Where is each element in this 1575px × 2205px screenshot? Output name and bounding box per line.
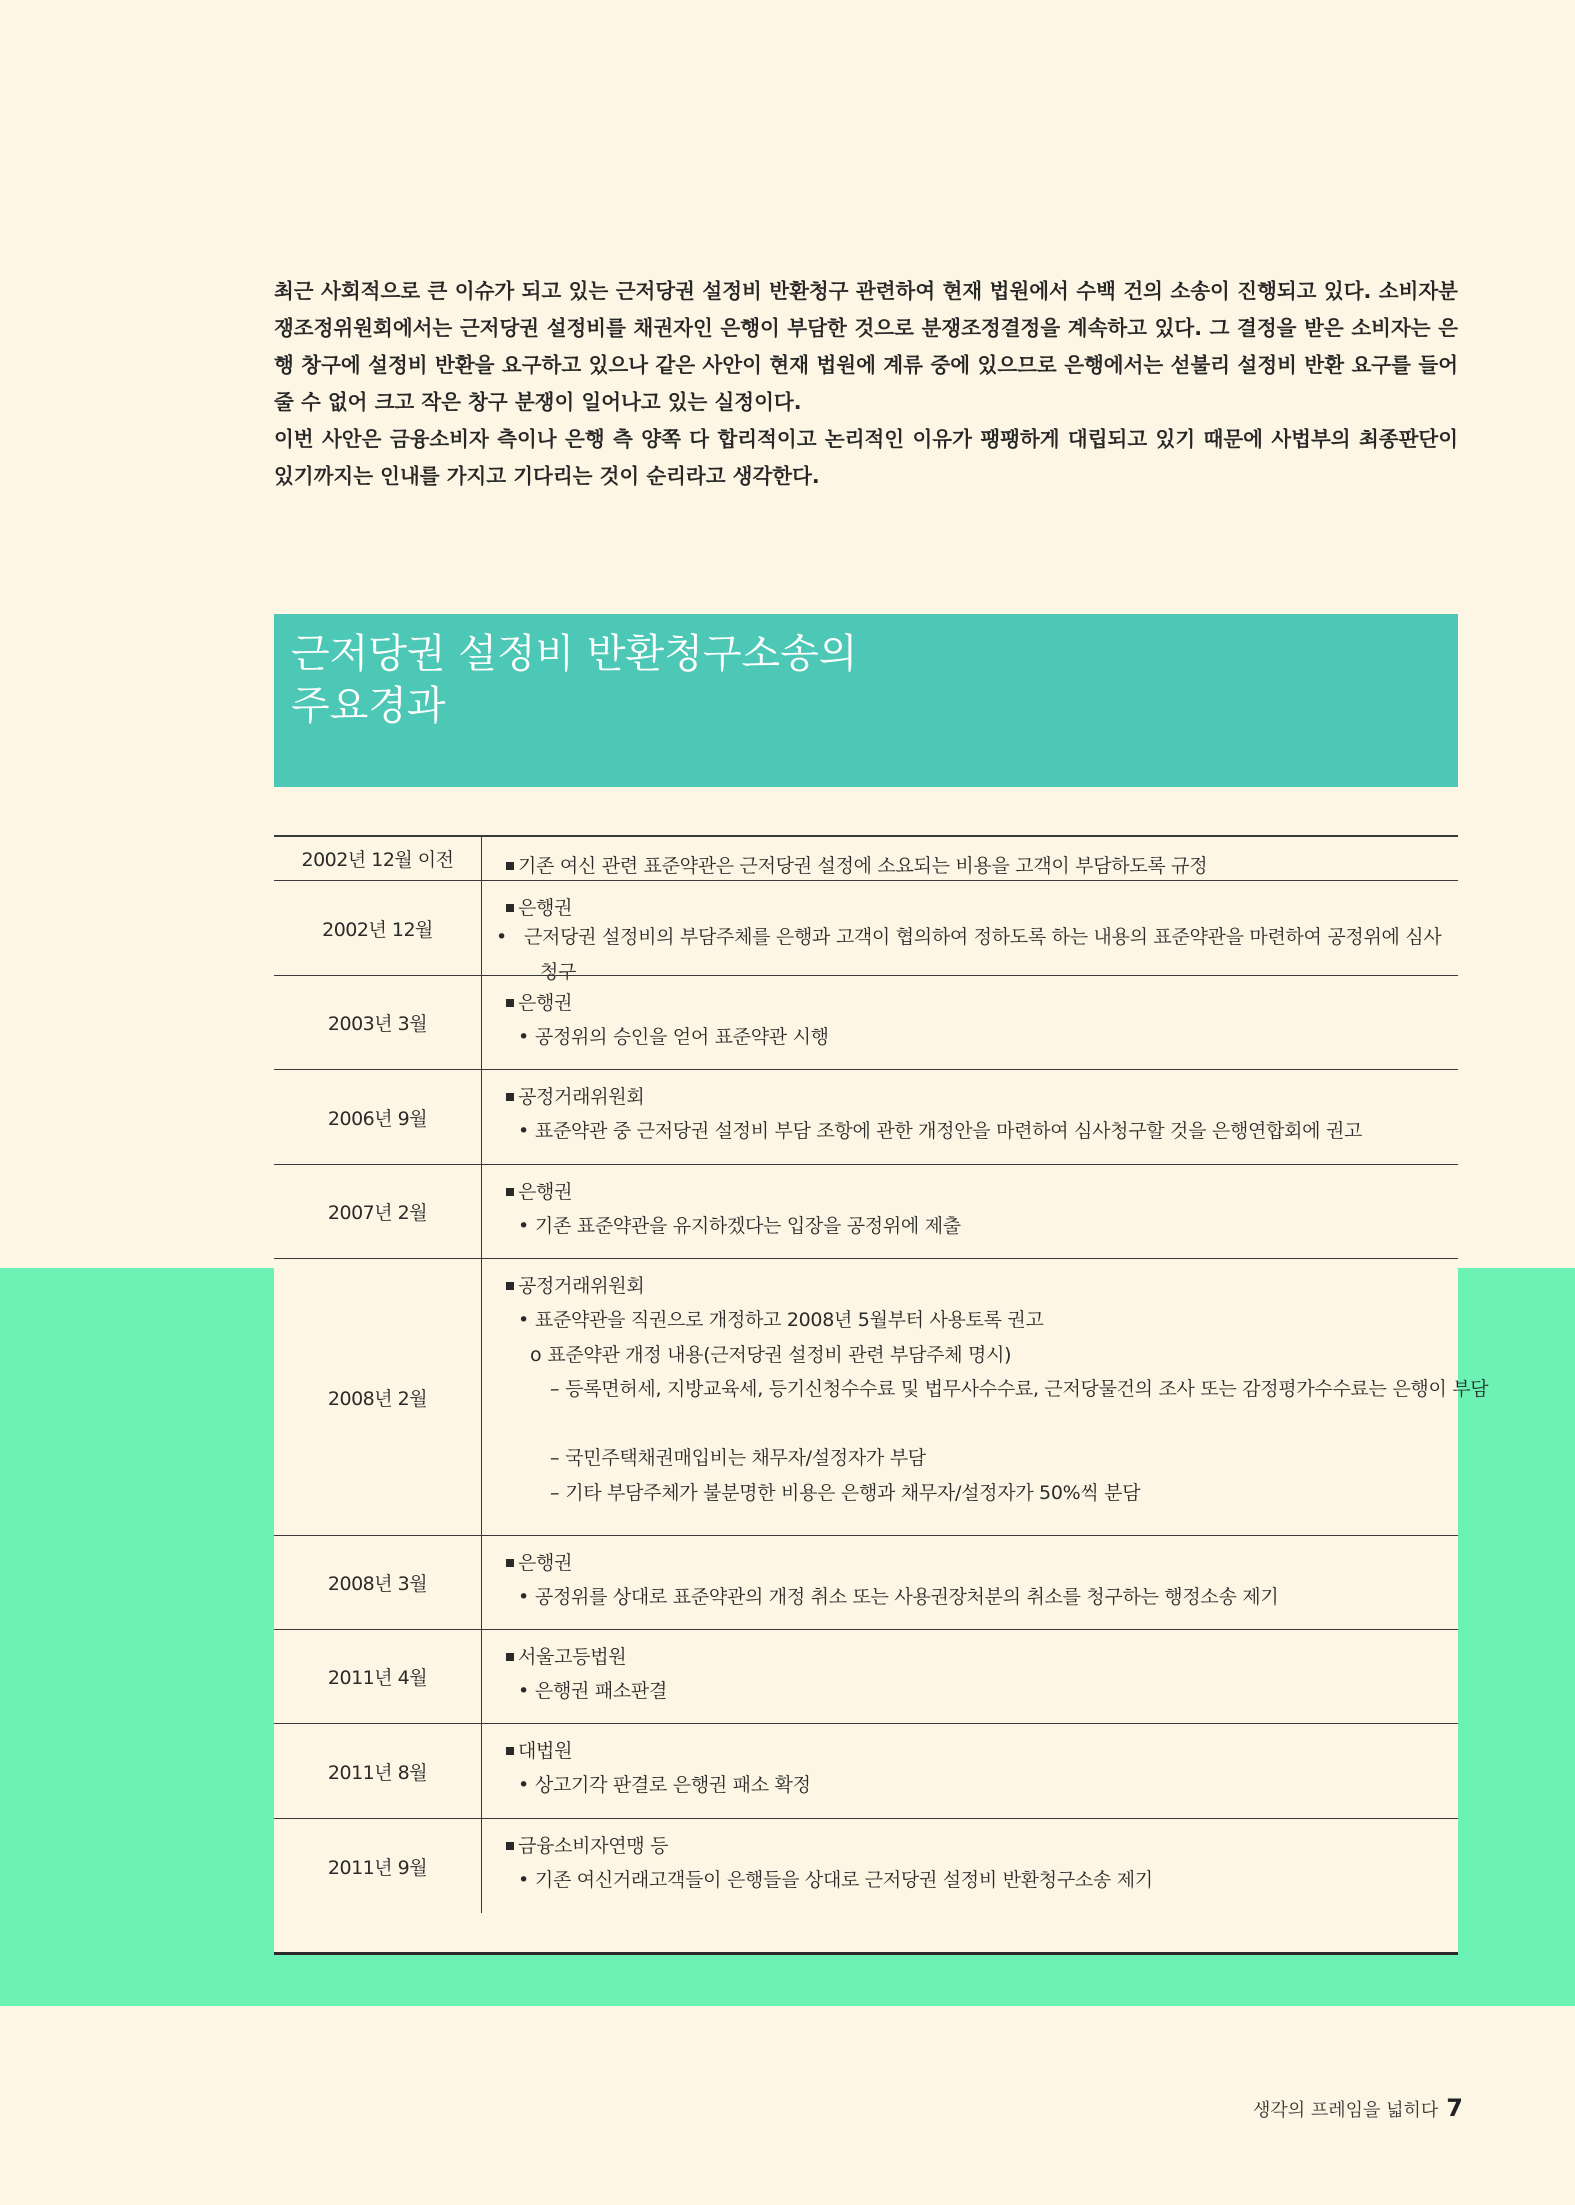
square-bullet-icon — [506, 1282, 514, 1290]
dot-bullet-icon: • — [518, 1586, 529, 1608]
timeline-item-text: 기존 여신거래고객들이 은행들을 상대로 근저당권 설정비 반환청구소송 제기 — [534, 1869, 1153, 1891]
square-bullet-icon — [506, 1559, 514, 1567]
timeline-item-text: 공정거래위원회 — [518, 1086, 645, 1108]
timeline-item — [518, 1211, 961, 1238]
section-title — [291, 628, 857, 732]
timeline-row — [274, 880, 1458, 983]
timeline-item — [550, 1374, 1488, 1401]
timeline-item — [506, 1736, 572, 1763]
page-number: 7 — [1446, 2094, 1463, 2122]
square-bullet-icon — [506, 999, 514, 1007]
timeline-item — [518, 1022, 829, 1049]
timeline-item-text: 표준약관 개정 내용(근저당권 설정비 관련 부담주체 명시) — [547, 1344, 1012, 1366]
timeline-row — [274, 1535, 1458, 1629]
timeline-item — [506, 1642, 626, 1669]
section-title-line-1: 근저당권 설정비 반환청구소송의 — [291, 631, 858, 677]
timeline-date: 2008년 2월 — [274, 1259, 482, 1535]
timeline-content — [506, 1724, 1446, 1819]
timeline-item-text: 근저당권 설정비의 부담주체를 은행과 고객이 협의하여 정하도록 하는 내용의 표준약관을 마련하여 공정위에 심사청구 — [524, 926, 1442, 983]
timeline-item — [506, 1831, 668, 1858]
timeline-content — [506, 976, 1446, 1070]
timeline-item-text: 은행권 패소판결 — [534, 1680, 668, 1702]
timeline-item-text: 표준약관을 직권으로 개정하고 2008년 5월부터 사용토록 권고 — [534, 1309, 1044, 1331]
timeline-item — [506, 1177, 572, 1204]
timeline-row — [274, 837, 1458, 880]
timeline-item — [550, 1478, 1140, 1505]
timeline-item: • 근저당권 설정비의 부담주체를 은행과 고객이 협의하여 정하도록 하는 내용의 표준약관을 마련하여 공정위에 심사청구 — [496, 926, 1442, 983]
timeline-content — [506, 1165, 1446, 1259]
page-footer — [1253, 2094, 1463, 2122]
square-bullet-icon — [506, 1842, 514, 1850]
timeline-item-text: 공정거래위원회 — [518, 1275, 645, 1297]
dot-bullet-icon: • — [518, 1680, 529, 1702]
timeline-row — [274, 1164, 1458, 1258]
timeline-item-text: 은행권 — [518, 897, 573, 919]
dot-bullet-icon: • — [518, 1120, 529, 1142]
timeline-date: 2011년 9월 — [274, 1819, 482, 1913]
timeline-table — [274, 835, 1489, 1955]
timeline-item-text: 기존 표준약관을 유지하겠다는 입장을 공정위에 제출 — [534, 1215, 961, 1237]
timeline-date: 2002년 12월 이전 — [274, 837, 482, 880]
timeline-date: 2011년 4월 — [274, 1630, 482, 1723]
square-bullet-icon — [506, 1747, 514, 1755]
timeline-row — [274, 1069, 1458, 1164]
timeline-item-text: 서울고등법원 — [518, 1646, 627, 1668]
timeline-item-text: 표준약관 중 근저당권 설정비 부담 조항에 관한 개정안을 마련하여 심사청구할 것을 은행연합회에 권고 — [534, 1120, 1363, 1142]
timeline-date: 2008년 3월 — [274, 1536, 482, 1629]
timeline-date: 2003년 3월 — [274, 976, 482, 1069]
intro-paragraph-2: 이번 사안은 금융소비자 측이나 은행 측 양쪽 다 합리적이고 논리적인 이유가 팽팽하게 대립되고 있기 때문에 사법부의 최종판단이 있기까지는 인내를 가지고 기다리는 것이 순리라고 생각한다. — [274, 427, 1458, 488]
timeline-item-text: 공정위의 승인을 얻어 표준약관 시행 — [534, 1026, 829, 1048]
circle-bullet-icon: o — [530, 1344, 542, 1366]
timeline-content — [506, 1259, 1489, 1536]
timeline-item-text: 은행권 — [518, 992, 573, 1014]
timeline-item-text: 상고기각 판결로 은행권 패소 확정 — [534, 1774, 811, 1796]
section-title-box — [274, 614, 1458, 787]
timeline-content — [506, 1536, 1446, 1630]
timeline-item-text: 기타 부담주체가 불분명한 비용은 은행과 채무자/설정자가 50%씩 분담 — [565, 1482, 1141, 1504]
timeline-item-text: 은행권 — [518, 1181, 573, 1203]
timeline-item-text: 은행권 — [518, 1552, 573, 1574]
timeline-item — [518, 1865, 1153, 1892]
timeline-item-text: 금융소비자연맹 등 — [518, 1835, 669, 1857]
square-bullet-icon — [506, 1653, 514, 1661]
timeline-content — [496, 881, 1446, 983]
timeline-item — [506, 1548, 572, 1575]
timeline-item — [506, 988, 572, 1015]
timeline-row — [274, 975, 1458, 1069]
dot-bullet-icon: • — [518, 1309, 529, 1331]
footer-slogan: 생각의 프레임을 넓히다 — [1252, 2100, 1439, 2121]
section-title-line-2: 주요경과 — [291, 683, 446, 729]
dash-bullet-icon: – — [550, 1378, 560, 1400]
timeline-item — [518, 1582, 1278, 1609]
timeline-content — [506, 1630, 1446, 1724]
timeline-item-text: 국민주택채권매입비는 채무자/설정자가 부담 — [565, 1447, 926, 1469]
timeline-item-text: 대법원 — [518, 1740, 573, 1762]
timeline-row — [274, 1629, 1458, 1723]
timeline-row — [274, 1723, 1458, 1818]
dash-bullet-icon: – — [550, 1447, 560, 1469]
timeline-item — [506, 1271, 644, 1298]
dot-bullet-icon: • — [518, 1215, 529, 1237]
timeline-item-text: 등록면허세, 지방교육세, 등기신청수수료 및 법무사수수료, 근저당물건의 조사 또는 감정평가수수료는 은행이 부담 — [565, 1378, 1489, 1400]
timeline-date: 2011년 8월 — [274, 1724, 482, 1818]
square-bullet-icon — [506, 904, 514, 912]
timeline-content — [506, 1819, 1446, 1914]
timeline-item-text: 기존 여신 관련 표준약관은 근저당권 설정에 소요되는 비용을 고객이 부담하도록 규정 — [518, 855, 1208, 877]
timeline-content — [506, 837, 1446, 880]
dot-bullet-icon: • — [518, 1869, 529, 1891]
intro-text — [274, 273, 1458, 495]
timeline-item — [518, 1116, 1362, 1143]
square-bullet-icon — [506, 1188, 514, 1196]
square-bullet-icon — [506, 862, 514, 870]
timeline-item — [518, 1305, 1044, 1332]
timeline-content — [506, 1070, 1446, 1165]
timeline-date: 2002년 12월 — [274, 881, 482, 975]
timeline-item — [518, 1676, 667, 1703]
dot-bullet-icon: • — [518, 1774, 529, 1796]
timeline-item — [506, 893, 572, 920]
timeline-item — [530, 1340, 1011, 1367]
timeline-row — [274, 1258, 1489, 1535]
timeline-item — [506, 1082, 644, 1109]
timeline-item — [506, 851, 1207, 878]
timeline-date: 2006년 9월 — [274, 1070, 482, 1164]
dot-bullet-icon: • — [518, 1026, 529, 1048]
timeline-date: 2007년 2월 — [274, 1165, 482, 1258]
intro-paragraph-1: 최근 사회적으로 큰 이슈가 되고 있는 근저당권 설정비 반환청구 관련하여 현재 법원에서 수백 건의 소송이 진행되고 있다. 소비자분쟁조정위원회에서는 근저당권 설정비를 채권자인 은행이 부담한 것으로 분쟁조정결정을 계속하고 있다. 그 결정을 받은 소비자는 은행 창구에 설정비 반환을 요구하고 있으나 같은 사안이 현재 법원에 계류 중에 있으므로 은행에서는 섣불리 설정비 반환 요구를 들어 줄 수 없어 크고 작은 창구 분쟁이 일어나고 있는 실정이다. — [274, 279, 1458, 414]
timeline-item — [518, 1770, 811, 1797]
dash-bullet-icon: – — [550, 1482, 560, 1504]
timeline-item — [550, 1443, 926, 1470]
timeline-item-text: 공정위를 상대로 표준약관의 개정 취소 또는 사용권장처분의 취소를 청구하는 행정소송 제기 — [534, 1586, 1279, 1608]
square-bullet-icon — [506, 1093, 514, 1101]
timeline-row — [274, 1818, 1458, 1913]
